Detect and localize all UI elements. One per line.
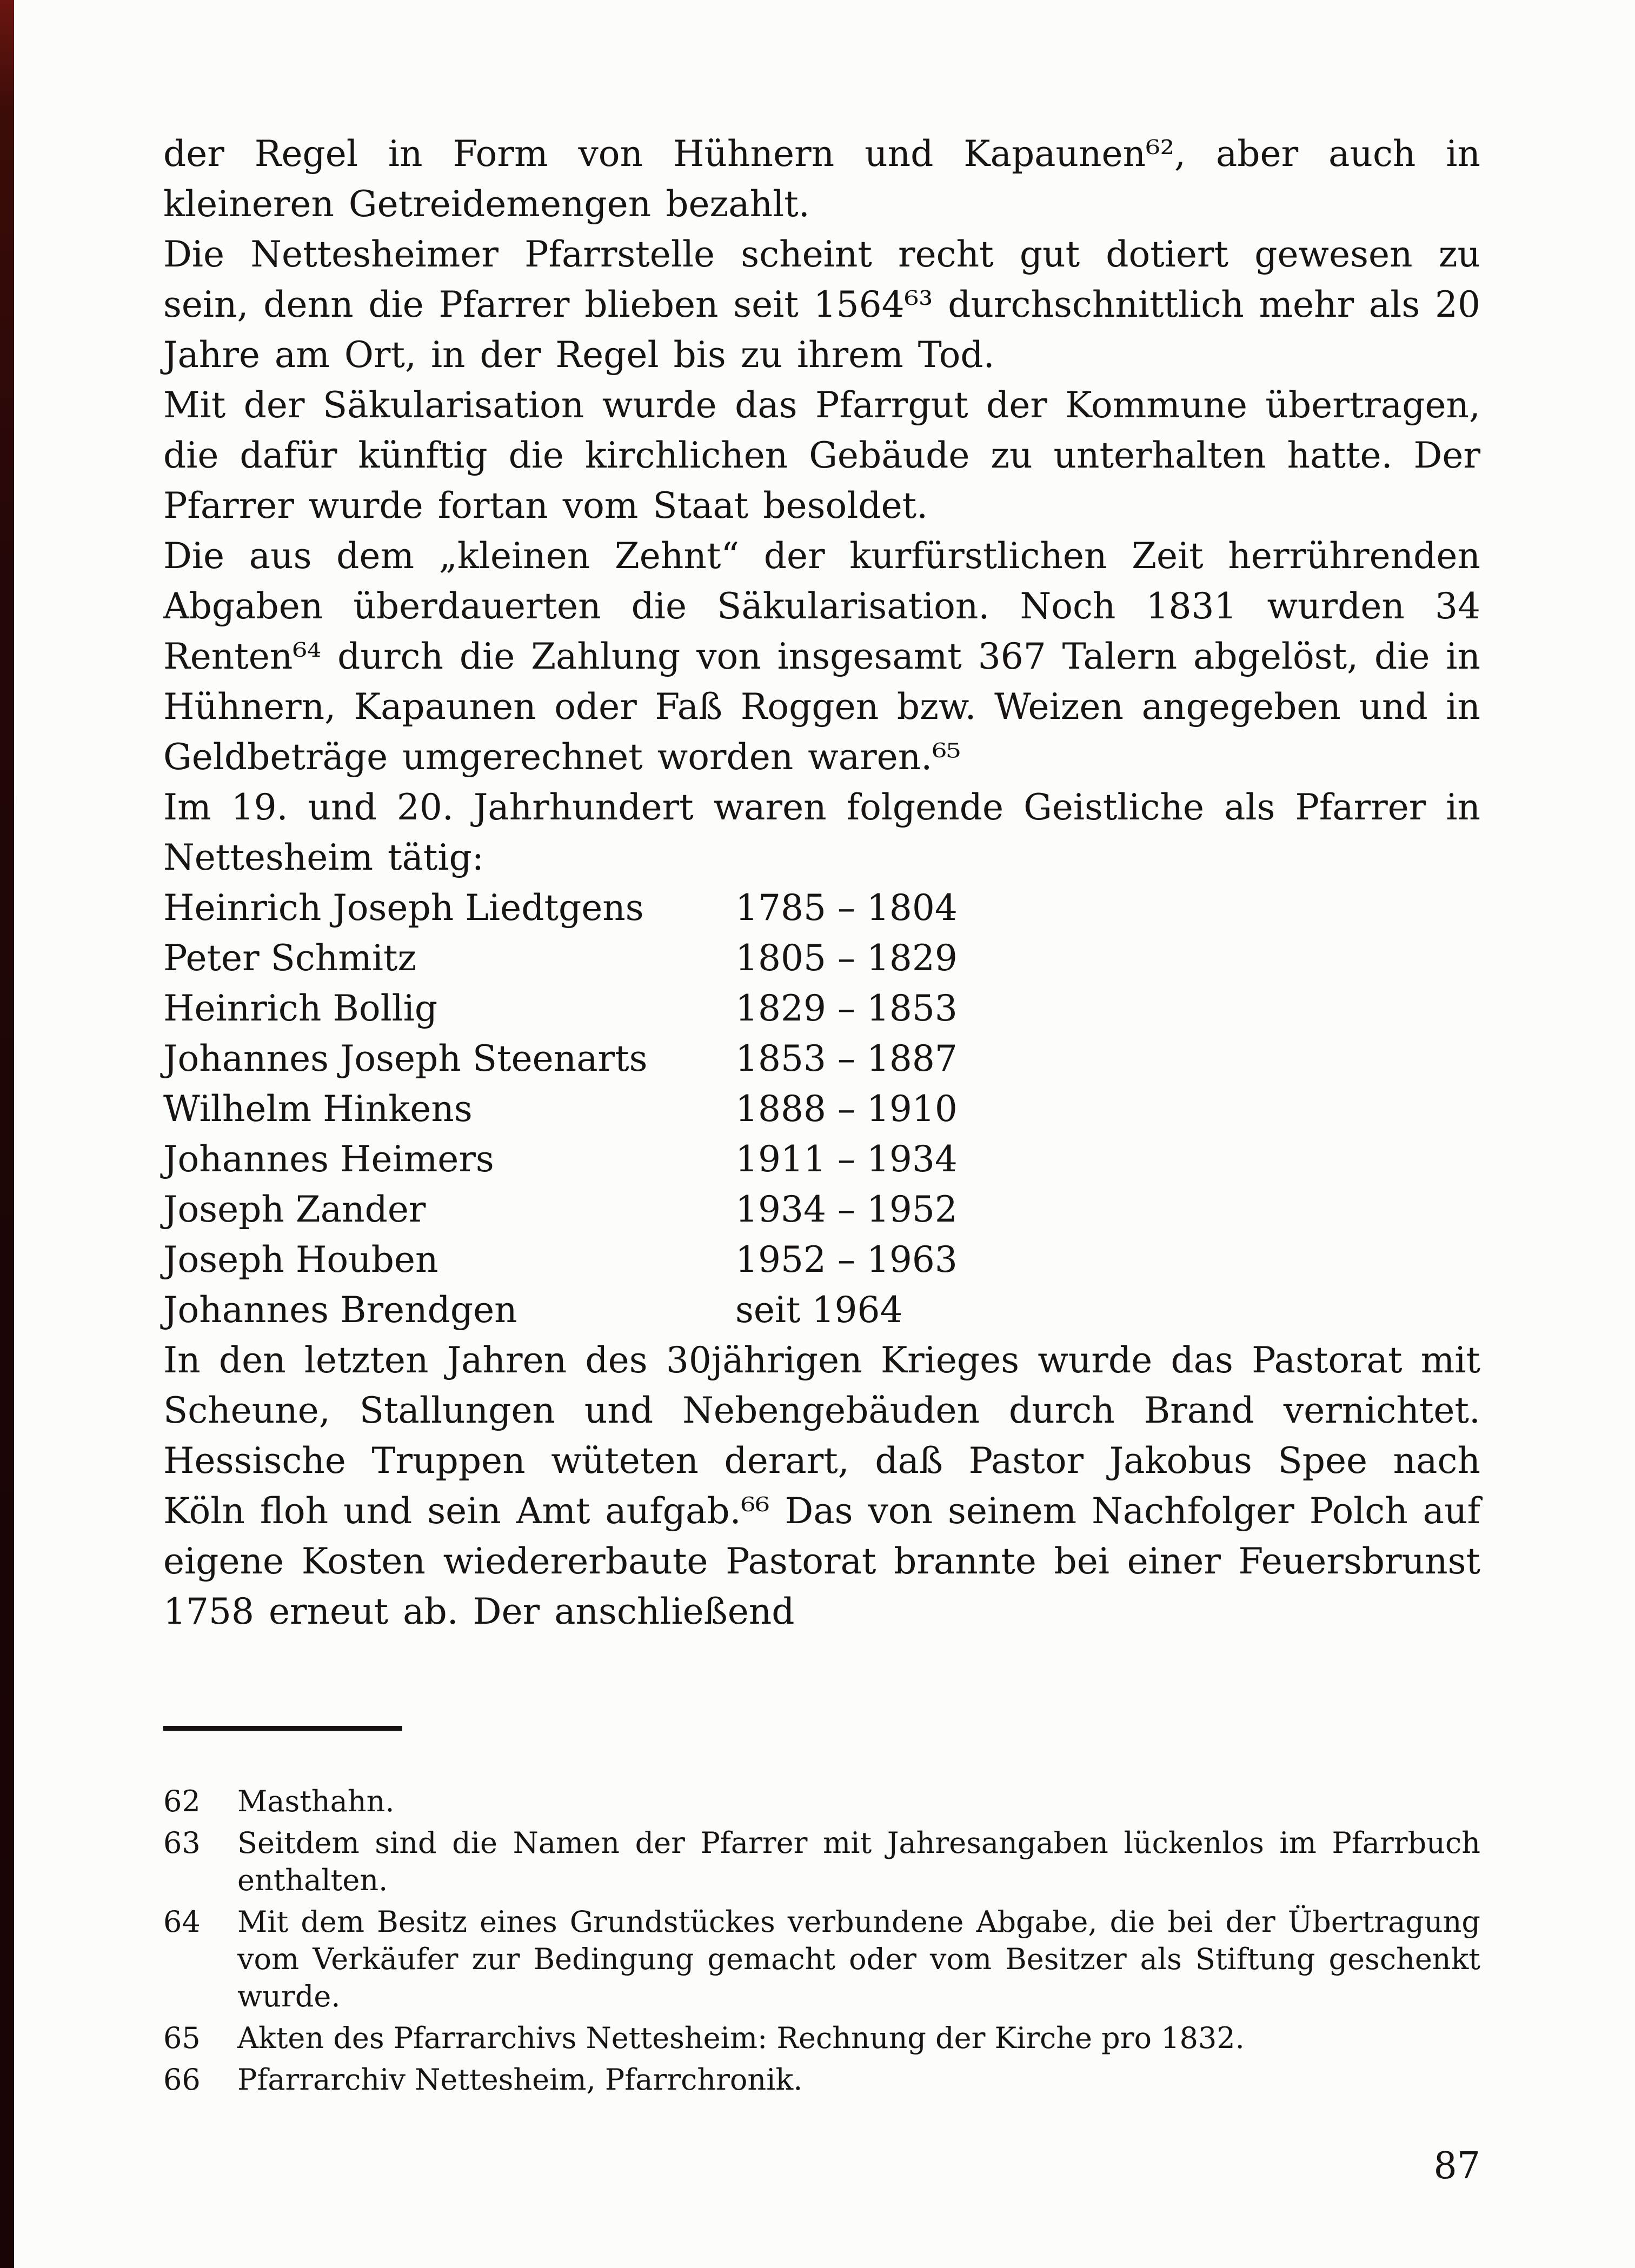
pastor-row xyxy=(163,1084,1480,1134)
paragraph: Die aus dem „kleinen Zehnt“ der kurfürstlichen Zeit herrührenden Abgaben überdauerten die Säkularisation. Noch 1831 wurden 34 Renten⁶⁴ durch die Zahlung von insgesamt 367 Talern abgelöst, die in Hühnern, Kapaunen oder Faß Roggen bzw. Weizen angegeben und in Geldbeträge umgerechnet worden waren.⁶⁵ xyxy=(163,535,1480,778)
pastor-row xyxy=(163,883,1480,933)
pastor-years: 1888 – 1910 xyxy=(735,1088,958,1130)
pastor-row xyxy=(163,1033,1480,1084)
pastor-list xyxy=(163,883,1480,1335)
pastor-row xyxy=(163,933,1480,983)
scan-gutter-edge xyxy=(0,0,14,2268)
footnote-number: 64 xyxy=(163,1905,201,1939)
pastor-years: 1934 – 1952 xyxy=(735,1189,958,1230)
pastor-name: Peter Schmitz xyxy=(163,937,417,979)
pastor-years: seit 1964 xyxy=(735,1289,903,1331)
footnote-text: Seitdem sind die Namen der Pfarrer mit Jahresangaben lückenlos im Pfarrbuch enthalten. xyxy=(237,1826,1480,1897)
pastor-years: 1805 – 1829 xyxy=(735,937,958,979)
footnote-number: 66 xyxy=(163,2063,201,2097)
footnote-text: Akten des Pfarrarchivs Nettesheim: Rechnung der Kirche pro 1832. xyxy=(237,2021,1245,2055)
pastor-years: 1785 – 1804 xyxy=(735,887,958,929)
paragraph-continuation: der Regel in Form von Hühnern und Kapaunen⁶², aber auch in kleineren Getreidemengen bezahlt. xyxy=(163,133,1480,225)
pastor-row xyxy=(163,1184,1480,1235)
footnote-text: Pfarrarchiv Nettesheim, Pfarrchronik. xyxy=(237,2063,803,2097)
pastor-years: 1853 – 1887 xyxy=(735,1038,958,1079)
footnote-number: 65 xyxy=(163,2021,201,2055)
main-text-column xyxy=(163,129,1480,1637)
pastor-row xyxy=(163,1285,1480,1335)
pastor-name: Heinrich Bollig xyxy=(163,988,438,1029)
pastor-row xyxy=(163,983,1480,1033)
footnote-number: 62 xyxy=(163,1784,201,1818)
pastor-name: Wilhelm Hinkens xyxy=(163,1088,473,1130)
footnote xyxy=(163,1783,1480,1820)
footnote xyxy=(163,1903,1480,2015)
pastor-name: Joseph Houben xyxy=(163,1239,438,1280)
footnote xyxy=(163,2019,1480,2057)
pastor-years: 1829 – 1853 xyxy=(735,988,958,1029)
footnote-separator-rule xyxy=(163,1726,402,1731)
footnote xyxy=(163,2061,1480,2098)
footnotes-section xyxy=(163,1783,1480,2103)
pastor-name: Heinrich Joseph Liedtgens xyxy=(163,887,644,929)
footnote-text: Masthahn. xyxy=(237,1784,395,1818)
pastor-name: Johannes Joseph Steenarts xyxy=(163,1038,648,1079)
pastor-name: Joseph Zander xyxy=(163,1189,426,1230)
paragraph: In den letzten Jahren des 30jährigen Krieges wurde das Pastorat mit Scheune, Stallungen und Nebengebäuden durch Brand vernichtet. Hessische Truppen wüteten derart, daß Pastor Jakobus Spee nach Köln floh und sein Amt aufgab.⁶⁶ Das von seinem Nachfolger Polch auf eigene Kosten wiedererbaute Pastorat brannte bei einer Feuersbrunst 1758 erneut ab. Der anschließend xyxy=(163,1339,1480,1632)
page-number: 87 xyxy=(1433,2145,1480,2187)
pastor-row xyxy=(163,1235,1480,1285)
footnote-text: Mit dem Besitz eines Grundstückes verbundene Abgabe, die bei der Übertragung vom Verkäufer zur Bedingung gemacht oder vom Besitzer als Stiftung geschenkt wurde. xyxy=(237,1905,1480,2013)
footnote xyxy=(163,1824,1480,1899)
pastor-row xyxy=(163,1134,1480,1184)
pastor-name: Johannes Brendgen xyxy=(163,1289,517,1331)
footnote-number: 63 xyxy=(163,1826,201,1860)
paragraph: Mit der Säkularisation wurde das Pfarrgut der Kommune übertragen, die dafür künftig die kirchlichen Gebäude zu unterhalten hatte. Der Pfarrer wurde fortan vom Staat besoldet. xyxy=(163,384,1480,526)
paragraph-list-intro: Im 19. und 20. Jahrhundert waren folgende Geistliche als Pfarrer in Nettesheim tätig: xyxy=(163,786,1480,878)
pastor-years: 1911 – 1934 xyxy=(735,1138,958,1180)
pastor-years: 1952 – 1963 xyxy=(735,1239,958,1280)
paragraph: Die Nettesheimer Pfarrstelle scheint recht gut dotiert gewesen zu sein, denn die Pfarrer blieben seit 1564⁶³ durchschnittlich mehr als 20 Jahre am Ort, in der Regel bis zu ihrem Tod. xyxy=(163,234,1480,376)
pastor-name: Johannes Heimers xyxy=(163,1138,494,1180)
